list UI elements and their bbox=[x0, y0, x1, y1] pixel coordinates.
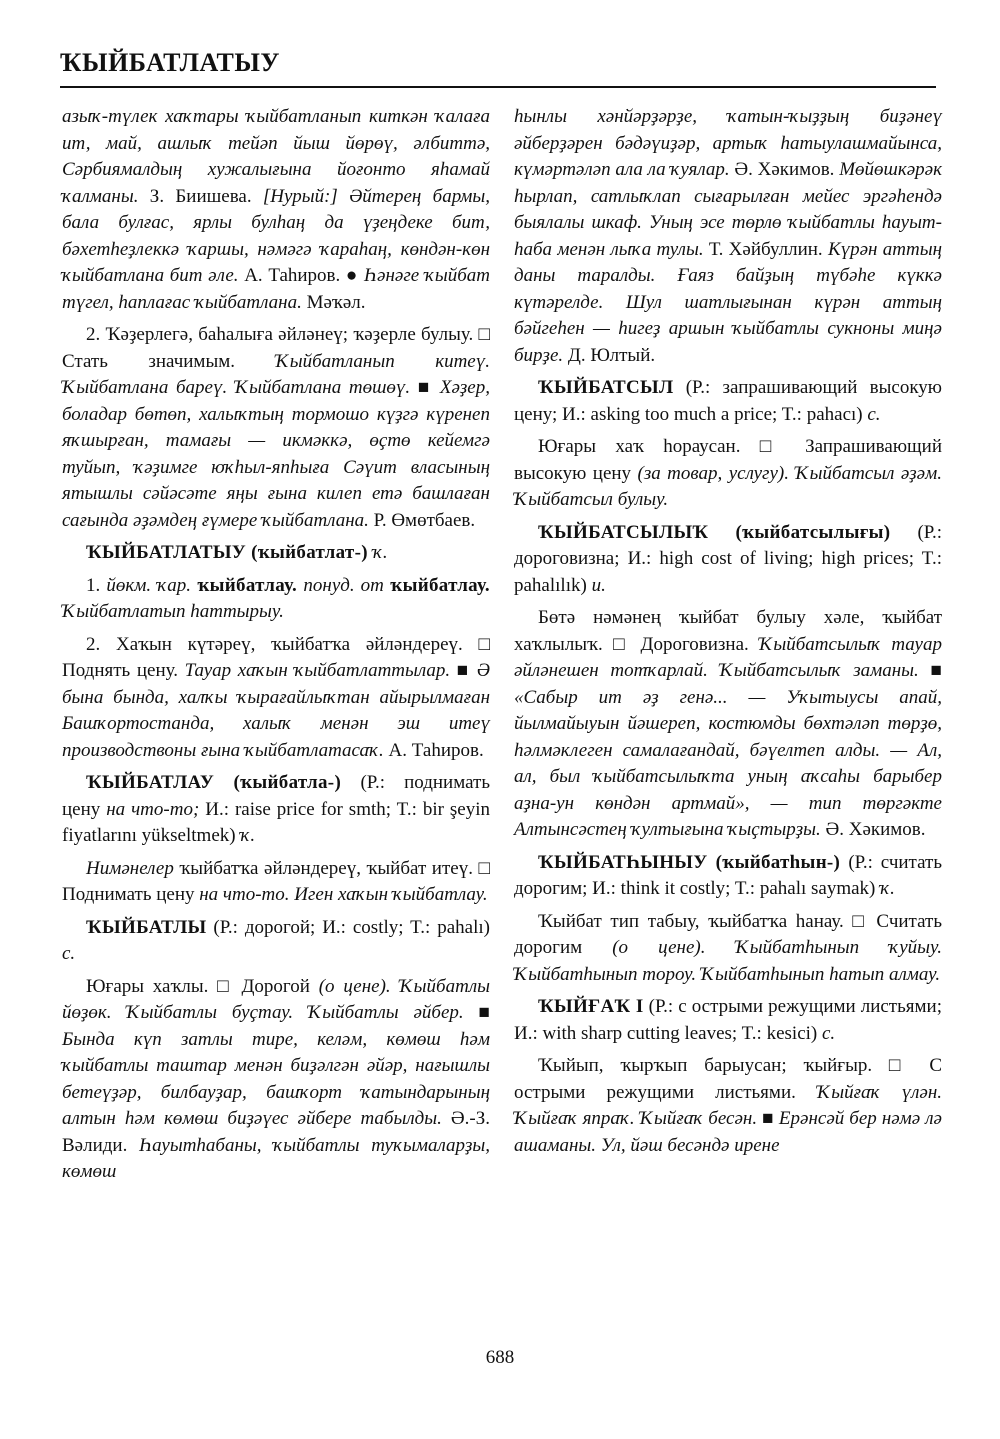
paragraph bbox=[514, 605, 942, 844]
plain-text: ■ bbox=[450, 660, 477, 681]
italic-text: с. bbox=[62, 943, 76, 964]
paragraph bbox=[514, 909, 942, 989]
plain-text: А. Таһиров. bbox=[383, 739, 484, 761]
italic-text: Ҡыйбатланып китеү. Ҡыйбатлана бареү. Ҡыйбатлана төшөү. bbox=[62, 350, 490, 398]
plain-text: 1. bbox=[86, 574, 107, 596]
paragraph bbox=[514, 104, 942, 369]
italic-text: (о цене). Ҡыйбатһынып ҡуйыу. Ҡыйбатһынып тороу. Ҡыйбатһынып һатып алмау. bbox=[514, 937, 942, 985]
italic-text: Күрән аттың даны таралды. Ғаяз байҙың түбәһе күккә күтәрелде. Шул шатлығынан күрән аттың бәйгеһен — һигеҙ аршын ҡыйбатлы сукноны миңә бирҙе. bbox=[514, 238, 942, 366]
plain-text: Ә. Хәкимов. bbox=[729, 159, 840, 180]
plain-text: Юғары хаҡ һорауcан. □ Запрашивающий высокую цену bbox=[514, 436, 942, 484]
plain-text: Юғары хаҡлы. □ Дорогой bbox=[86, 975, 319, 997]
italic-text: Һәнәге ҡыйбат түгел, һаплағас ҡыйбатлана. bbox=[62, 265, 490, 313]
italic-text: ҡ. bbox=[240, 825, 256, 846]
italic-text: Тауар хаҡын ҡыйбатлаттылар. bbox=[184, 660, 451, 681]
italic-text: (о цене). Ҡыйбатлы йөҙөк. Ҡыйбатлы буҫтау. Ҡыйбатлы әйбер. bbox=[62, 975, 490, 1023]
entry-headword bbox=[514, 375, 942, 428]
paragraph bbox=[62, 632, 490, 765]
plain-text: (Р.: дороговизна; И.: high cost of living; high prices; T.: pahalılık) bbox=[514, 521, 942, 596]
italic-text: Ә бына бында, халҡы ҡырағайлыҡтан айырылмаған Башҡортостанда, халыҡ менән эш итеү производствоны ғына ҡыйбатлатасаҡ. bbox=[62, 660, 490, 761]
italic-text: «Сабыр ит әҙ генә... — Уҡытыусы апай, йылмайыуын йәшереп, костюмды бөхтәләп төрҙө, һәлмәклеген самалағандай, бәүелтеп алды. — Ал, ал, был ҡыйбатсылыҡта уның аҡсаһы барыбер аҙна-ун көндән артмай», — тип төргәкте Алтынсәстең ҡултығына ҡыҫтырҙы. bbox=[514, 686, 942, 840]
headword-text: ҠЫЙБАТЛАТЫУ bbox=[86, 542, 247, 563]
headword-text: (ҡыйбатлат-) bbox=[246, 542, 373, 563]
plain-text: Ә. Хәкимов. bbox=[820, 819, 926, 840]
italic-text: Ҡыйбатлатып һаттырыу. bbox=[62, 601, 284, 622]
italic-text: азыҡ-түлек хаҡтары ҡыйбатланып киткән ҡалаға ит, май, ашлыҡ тейәп йыш йөрөү, әлбиттә, Сәрбиямалдың хужалығына йоғонто яһамай ҡалманы. bbox=[62, 106, 490, 207]
italic-text: с. bbox=[867, 403, 881, 425]
entry-headword bbox=[62, 770, 490, 850]
italic-text: с. bbox=[821, 1022, 836, 1044]
paragraph bbox=[62, 856, 490, 909]
headword-text: (ҡыйбатһын-) bbox=[707, 851, 849, 873]
paragraph bbox=[62, 322, 490, 534]
plain-text: (Р.: считать дорогим; И.: think it costly; T.: pahalı saymak) bbox=[514, 851, 942, 899]
plain-text: З. Биишева. bbox=[138, 185, 263, 207]
italic-text: понуд. от bbox=[303, 574, 384, 596]
plain-text: ■ bbox=[918, 660, 943, 681]
headword-text: ҠЫЙҒАҠ I bbox=[538, 996, 644, 1017]
paragraph bbox=[514, 434, 942, 514]
entry-headword bbox=[514, 850, 942, 903]
italic-text: Ерәнсәй бер нәмә лә ашаманы. Ул, йәш бесәндә ирене bbox=[514, 1108, 942, 1156]
headword-text: ҠЫЙБАТЛАУ bbox=[86, 772, 215, 793]
italic-text: Нимәнелер bbox=[86, 857, 174, 879]
plain-text: ҡыйбатҡа әйләндереү, ҡыйбат итеү. □ Поднимать цену bbox=[62, 857, 490, 905]
right-column bbox=[514, 104, 942, 1165]
italic-text: Хәҙер, боладар бөтөп, халыҡтың тормошо күҙгә күренеп яҡшырған, тамағы — икмәккә, өҫтө кейемгә туйып, ҡәҙимге юҡһыл-япһыға Сәүит власының ятышлы сәйәсәте яңы ғына килеп етә башлаған сағында әҙәмдең ғүмере ҡыйбатлана. bbox=[62, 377, 490, 531]
headword-text: ҠЫЙБАТҺЫНЫУ bbox=[538, 851, 708, 873]
italic-text: на что-то; bbox=[106, 798, 200, 820]
entry-headword bbox=[62, 915, 490, 968]
headword-text: ҡыйбатлау. bbox=[190, 574, 304, 596]
italic-text: Мөйөшкәрәк һырлап, сатлыҡлап сығарылған мейес эргәһендә быялалы шкаф. Уның эсе төрлө ҡыйбатлы һауыт-һаба менән лыҡа тулы. bbox=[514, 159, 942, 260]
plain-text: Р. Өмөтбаев. bbox=[368, 509, 476, 531]
plain-text: Бөтә нәмәнең ҡыйбат булыу хәле, ҡыйбат хаҡлылыҡ. □ Дороговизна. bbox=[514, 607, 942, 655]
entry-headword bbox=[514, 994, 942, 1047]
headword-text: (ҡыйбатла-) bbox=[214, 772, 361, 793]
plain-text: Мәҡәл. bbox=[301, 291, 366, 313]
plain-text: И.: raise price for smth; T.: bir şeyin fiyatlarını yükseltmek) bbox=[62, 798, 490, 846]
italic-text: Ҡыйғаҡ үлән. Ҡыйғаҡ япраҡ. Ҡыйғаҡ бесән. bbox=[514, 1081, 942, 1129]
italic-text: ҡ. bbox=[880, 878, 895, 899]
plain-text: А. Таһиров. ● bbox=[238, 265, 364, 286]
running-head: ҠЫЙБАТЛАТЫУ bbox=[60, 48, 280, 77]
plain-text: ■ bbox=[410, 377, 440, 398]
paragraph bbox=[62, 104, 490, 316]
plain-text: (Р.: дорогой; И.: costly; T.: pahalı) bbox=[206, 916, 490, 938]
italic-text: на что-то. Иген хаҡын ҡыйбатлау. bbox=[199, 884, 488, 905]
plain-text: (Р.: поднимать цену bbox=[62, 772, 491, 820]
plain-text: Д. Юлтый. bbox=[563, 344, 656, 366]
page-header bbox=[60, 44, 936, 88]
paragraph bbox=[62, 974, 490, 1186]
entry-headword bbox=[62, 540, 490, 567]
plain-text: ■ bbox=[757, 1108, 779, 1129]
italic-text: и. bbox=[591, 574, 606, 596]
plain-text: 2. Ҡәҙерлегә, баһалыға әйләнеү; ҡәҙерле булыу. □ Стать значимым. bbox=[62, 324, 490, 372]
plain-text: Ҡыйбат тип табыу, ҡыйбатҡа һанау. □ Считать дорогим bbox=[514, 910, 942, 958]
entry-headword bbox=[514, 520, 942, 600]
headword-text: ҡыйбатлау. bbox=[383, 574, 490, 596]
paragraph bbox=[514, 1053, 942, 1159]
headword-text: ҠЫЙБАТЛЫ bbox=[86, 916, 207, 938]
headword-text: ҠЫЙБАТСЫЛ bbox=[538, 377, 674, 398]
italic-text: һынлы хәнйәрҙәрҙе, ҡатын-ҡыҙҙың биҙәнеү әйберҙәрен бәдәүиҙәр, артыҡ һатыулашмайынса, күмәртәләп ала ла ҡуялар. bbox=[514, 106, 942, 180]
headword-text: (ҡыйбатсылығы) bbox=[708, 521, 918, 543]
italic-text: ҡ. bbox=[372, 542, 388, 563]
italic-text: Һауытһабаны, ҡыйбатлы туҡымаларҙы, көмөш bbox=[62, 1134, 490, 1182]
plain-text: 2. Хаҡын күтәреү, ҡыйбатҡа әйләндереү. □ Поднять цену. bbox=[62, 633, 490, 681]
italic-text: (за товар, услугу). Ҡыйбатсыл әҙәм. Ҡыйбатсыл булыу. bbox=[514, 462, 942, 510]
plain-text: Ә.-З. Вәлиди. bbox=[62, 1108, 490, 1156]
plain-text: (Р.: запрашивающий высокую цену; И.: asking too much a price; T.: pahacı) bbox=[514, 377, 942, 425]
plain-text: ■ bbox=[463, 1002, 490, 1023]
headword-text: ҠЫЙБАТСЫЛЫҠ bbox=[538, 521, 709, 543]
italic-text: [Нурый:] Әйтерең бармы, бала булғас, ярлы булһаң да үҙеңдеке бит, бәхетһеҙлеккә ҡаршы, нәмәгә ҡараһаң, көндән-көн ҡыйбатлана бит әле. bbox=[62, 185, 490, 286]
plain-text: Т. Хәйбуллин. bbox=[703, 238, 828, 260]
italic-text: Бында күп затлы тире, келәм, көмөш һәм ҡыйбатлы таштар менән биҙәлгән әйәр, нағышлы бетеүҙәр, билбауҙар, башҡорт ҡатындарының алтын һәм көмөш биҙәүес әйбере табылды. bbox=[62, 1028, 490, 1129]
plain-text: (Р.: с острыми режущими листьями; И.: with sharp cutting leaves; T.: kesici) bbox=[514, 996, 942, 1044]
paragraph bbox=[62, 573, 490, 626]
plain-text: Ҡыйып, ҡырҡып барыусан; ҡыйғыр. □ С острыми режущими листьями. bbox=[514, 1055, 942, 1103]
italic-text: Ҡыйбатсылыҡ тауар әйләнешен тотҡарлай. Ҡыйбатсылыҡ заманы. bbox=[514, 633, 942, 681]
page-number: 688 bbox=[485, 1347, 515, 1368]
italic-text: йөкм. ҡар. bbox=[106, 574, 191, 596]
left-column bbox=[62, 104, 490, 1192]
